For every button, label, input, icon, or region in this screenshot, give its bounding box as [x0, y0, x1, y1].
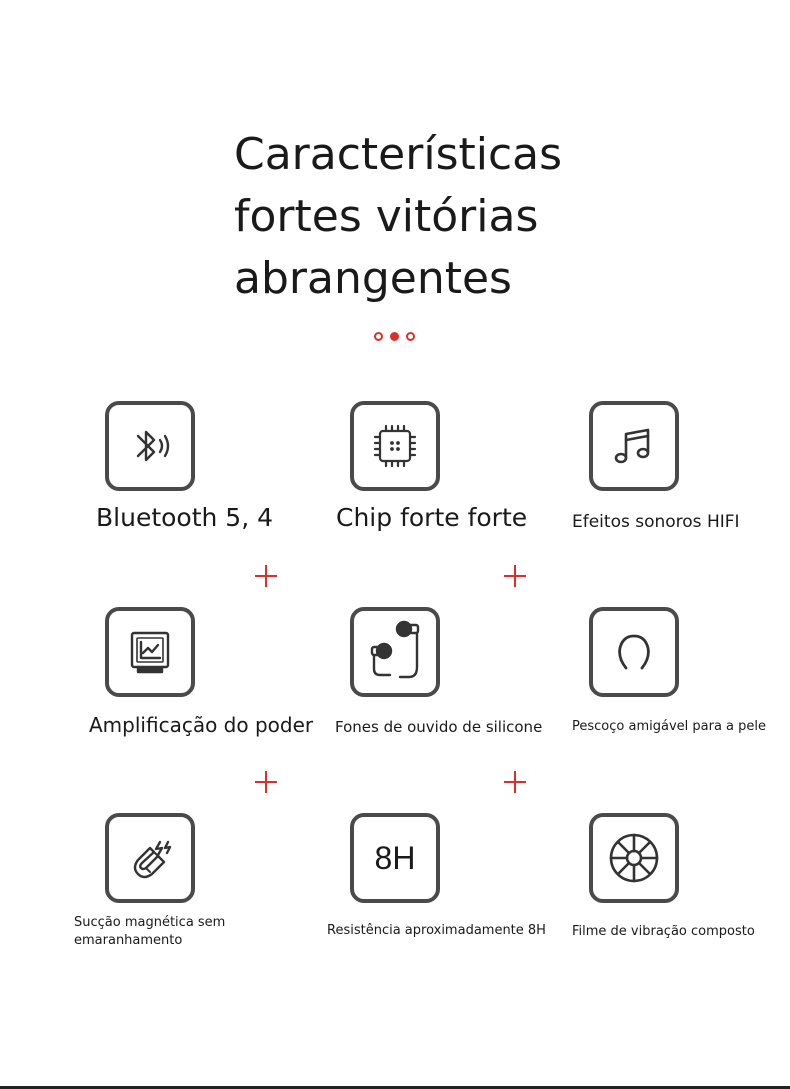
feature-label-earphones: Fones de ouvido de silicone	[335, 718, 543, 736]
feature-label-chip: Chip forte forte	[336, 503, 528, 532]
plus-icon	[504, 565, 526, 587]
plus-icon	[504, 771, 526, 793]
feature-label-magnet-line-2: emaranhamento	[74, 933, 183, 948]
dot-outline-right	[406, 332, 415, 341]
plus-icon	[255, 771, 277, 793]
neckband-icon	[589, 607, 679, 697]
chip-icon	[350, 401, 440, 491]
feature-label-magnet	[74, 914, 225, 950]
feature-label-magnet-line-1: Sucção magnética sem	[74, 915, 226, 930]
battery-8h-icon	[350, 813, 440, 903]
decorative-dots	[374, 331, 418, 343]
feature-label-battery: Resistência aproximadamente 8H	[327, 923, 546, 938]
title-line-1: Características	[234, 129, 563, 180]
feature-label-bluetooth: Bluetooth 5, 4	[96, 503, 274, 532]
bluetooth-icon	[105, 401, 195, 491]
page-title	[234, 124, 562, 310]
dot-filled-center	[390, 332, 399, 341]
plus-icon	[255, 565, 277, 587]
feature-label-amplification: Amplificação do poder	[89, 713, 314, 737]
feature-label-hifi: Efeitos sonoros HIFI	[572, 512, 740, 532]
dot-outline-left	[374, 332, 383, 341]
feature-label-vibration: Filme de vibração composto	[572, 924, 755, 939]
amplification-chart-icon	[105, 607, 195, 697]
earphones-icon	[350, 607, 440, 697]
title-line-3: abrangentes	[234, 253, 512, 304]
vibration-film-icon	[589, 813, 679, 903]
battery-8h-text: 8H	[374, 839, 416, 876]
feature-label-neckband: Pescoço amigável para a pele	[572, 719, 766, 734]
magnet-icon	[105, 813, 195, 903]
music-note-icon	[589, 401, 679, 491]
title-line-2: fortes vitórias	[234, 191, 539, 242]
